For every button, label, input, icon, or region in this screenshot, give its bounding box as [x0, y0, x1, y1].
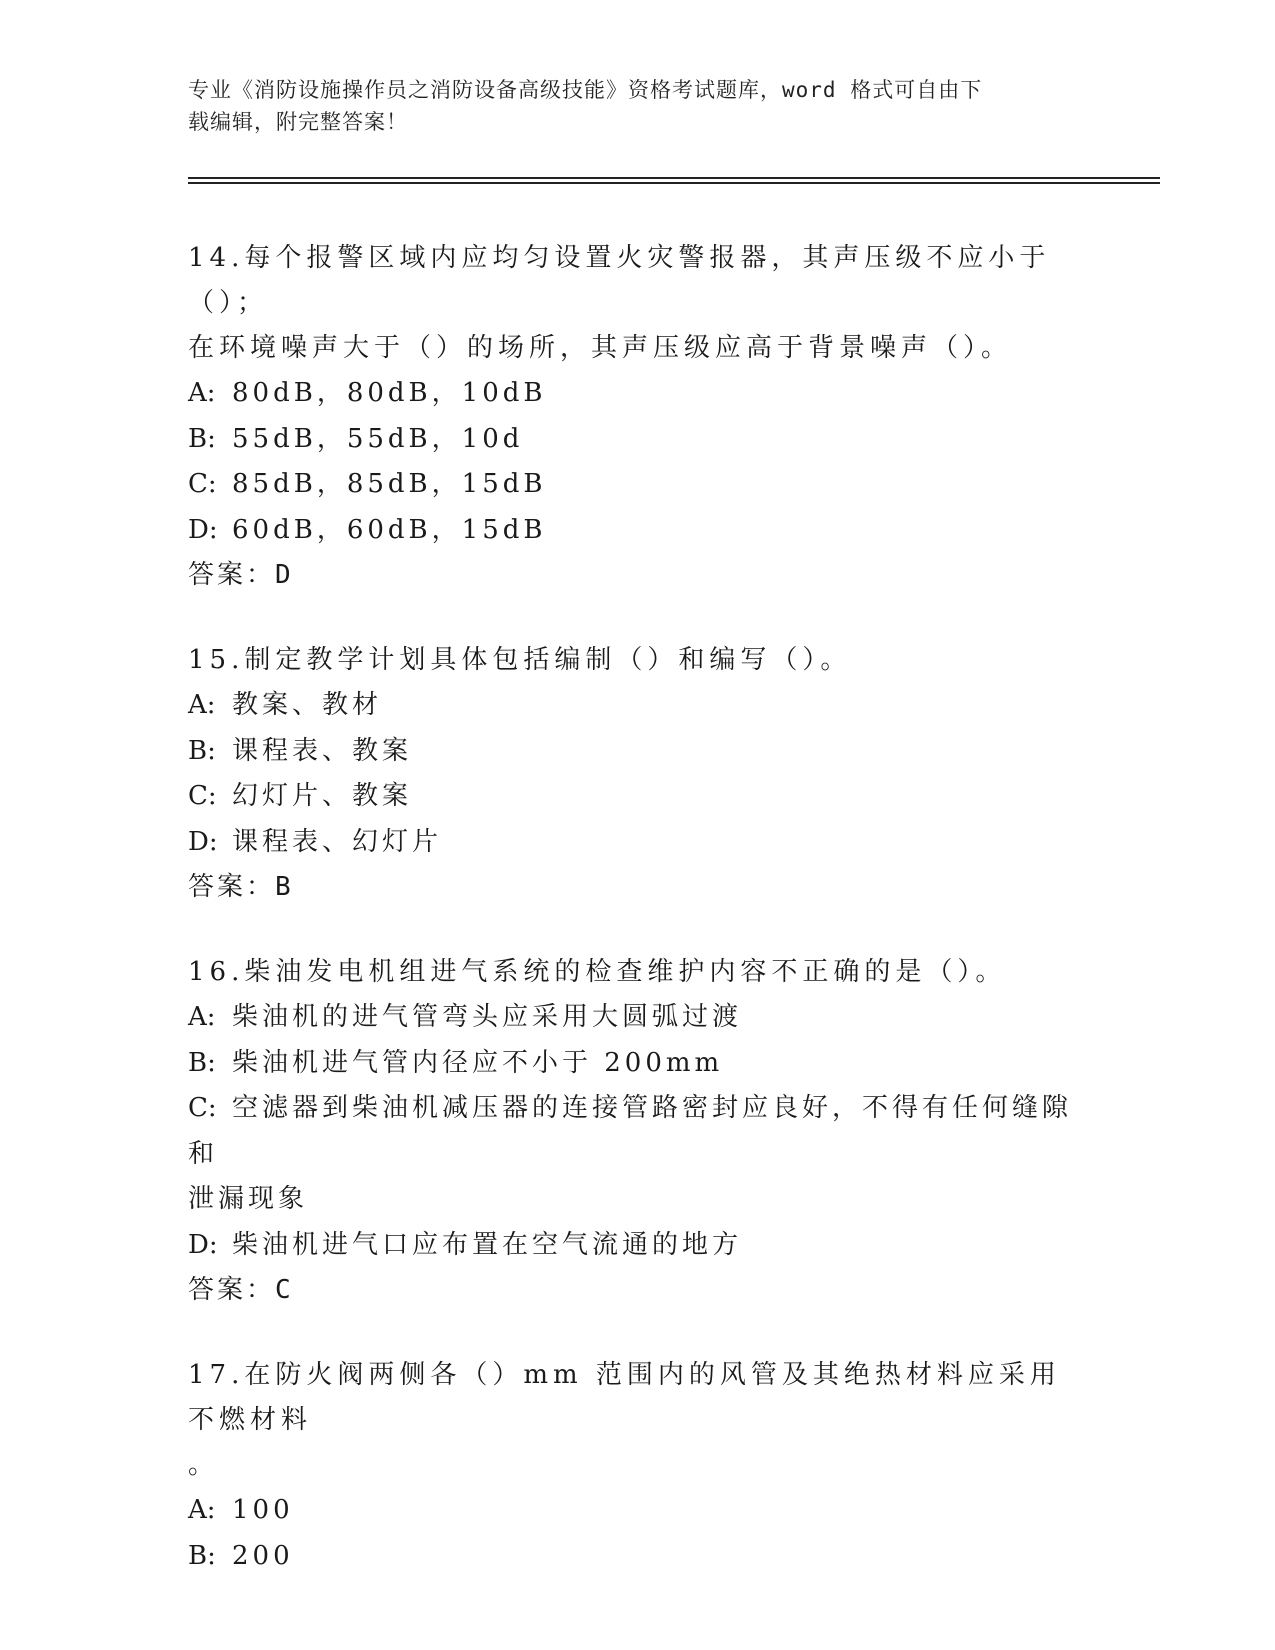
option-text: 课程表、幻灯片 [232, 826, 443, 857]
option-text: 60dB，60dB，15dB [232, 514, 547, 545]
option-label: C: [188, 1093, 217, 1123]
question-stem: 15.制定教学计划具体包括编制（）和编写（）。 [188, 645, 852, 675]
option-text: 柴油机进气口应布置在空气流通的地方 [232, 1229, 743, 1260]
option-text: 100 [232, 1495, 294, 1525]
option-d [188, 508, 1088, 554]
option-label: B: [188, 423, 216, 454]
header-divider-top [188, 177, 1160, 179]
option-b [188, 729, 1088, 775]
option-a [188, 371, 1088, 417]
option-label: B: [188, 1047, 216, 1078]
option-text: 80dB，80dB，10dB [232, 378, 547, 408]
option-c [188, 774, 1088, 820]
option-label: A: [188, 1495, 216, 1525]
question-stem: 14.每个报警区域内应均匀设置火灾警报器，其声压级不应小于（）； [188, 243, 1051, 318]
question-14 [188, 236, 1088, 598]
option-label: D: [188, 1229, 218, 1260]
option-a [188, 995, 1088, 1041]
option-label: A: [188, 1002, 216, 1032]
question-stem: 16.柴油发电机组进气系统的检查维护内容不正确的是（）。 [188, 957, 1007, 987]
option-d [188, 820, 1088, 866]
option-b [188, 1041, 1088, 1087]
option-b [188, 1534, 1088, 1580]
question-stem: 17.在防火阀两侧各（）mm 范围内的风管及其绝热材料应采用不燃材料 [188, 1360, 1061, 1435]
header-divider-bottom [188, 182, 1160, 184]
option-text: 55dB，55dB，10d [232, 423, 524, 454]
option-label: C: [188, 469, 217, 499]
option-text: 柴油机的进气管弯头应采用大圆弧过渡 [232, 1002, 743, 1032]
option-text: 柴油机进气管内径应不小于 200mm [232, 1047, 724, 1078]
document-header [188, 74, 1068, 138]
option-text: 85dB，85dB，15dB [232, 469, 547, 499]
header-line-1: 专业《消防设施操作员之消防设备高级技能》资格考试题库，word 格式可自由下 [188, 78, 983, 102]
answer-line: 答案：D [188, 560, 294, 590]
question-stem-continued: 在环境噪声大于（）的场所，其声压级应高于背景噪声（）。 [188, 333, 1013, 363]
option-label: D: [188, 514, 218, 545]
header-line-2: 载编辑，附完整答案！ [188, 110, 408, 134]
option-text: 空滤器到柴油机减压器的连接管路密封应良好，不得有任何缝隙和 [188, 1093, 1073, 1169]
option-a [188, 1488, 1088, 1534]
option-label: B: [188, 1540, 216, 1571]
option-c [188, 462, 1088, 508]
option-b [188, 417, 1088, 463]
question-list [188, 236, 1088, 1619]
option-label: A: [188, 378, 216, 408]
option-label: C: [188, 781, 217, 811]
option-c-continued: 泄漏现象 [188, 1184, 309, 1214]
option-text: 课程表、教案 [232, 735, 413, 766]
option-c [188, 1086, 1088, 1177]
option-label: A: [188, 690, 216, 720]
option-text: 幻灯片、教案 [232, 781, 413, 811]
question-stem-continued: 。 [188, 1450, 220, 1480]
option-label: D: [188, 826, 218, 857]
question-15 [188, 638, 1088, 910]
question-16 [188, 950, 1088, 1313]
option-text: 200 [232, 1540, 294, 1571]
option-label: B: [188, 735, 216, 766]
answer-line: 答案：C [188, 1275, 294, 1305]
question-17 [188, 1353, 1088, 1579]
answer-line: 答案：B [188, 872, 294, 902]
option-d [188, 1223, 1088, 1269]
option-text: 教案、教材 [232, 690, 383, 720]
option-a [188, 683, 1088, 729]
